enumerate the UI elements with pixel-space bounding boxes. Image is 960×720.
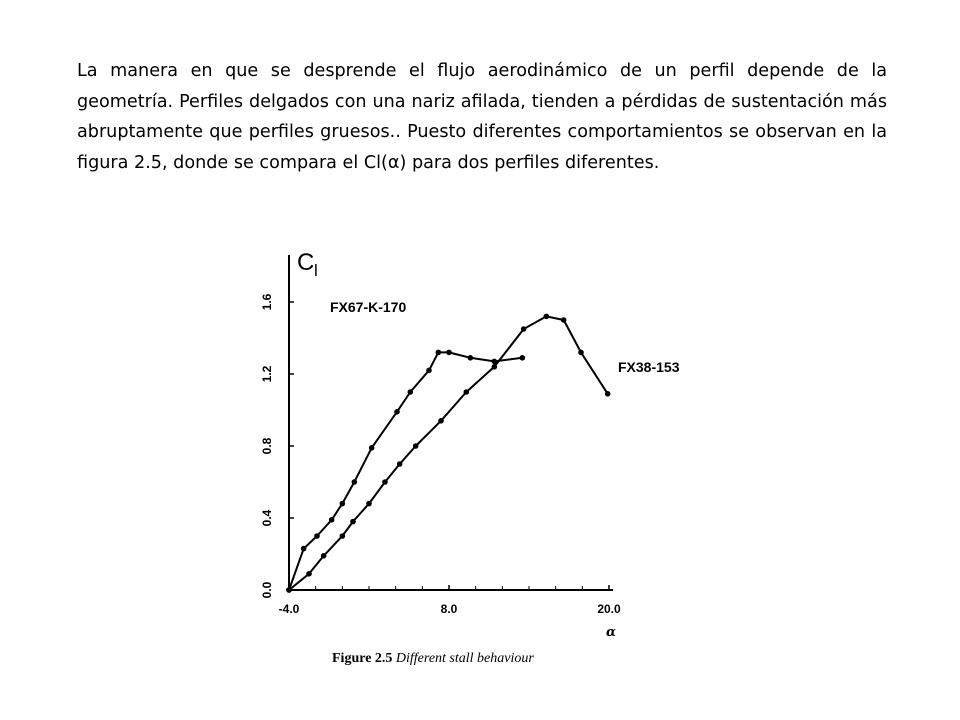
data-point-fx38-153 bbox=[521, 326, 527, 332]
chart-labels bbox=[297, 249, 680, 640]
data-point-fx38-153 bbox=[366, 501, 372, 507]
y-axis-title: C bbox=[297, 249, 315, 276]
data-point-fx38-153 bbox=[286, 587, 292, 593]
data-point-fx38-153 bbox=[438, 418, 444, 424]
figure-caption bbox=[332, 651, 534, 667]
y-tick-label: 0.4 bbox=[260, 509, 274, 527]
data-point-fx67-k-170 bbox=[352, 479, 358, 485]
data-point-fx67-k-170 bbox=[369, 445, 375, 451]
data-point-fx67-k-170 bbox=[426, 368, 432, 374]
data-point-fx38-153 bbox=[321, 553, 327, 559]
data-point-fx38-153 bbox=[382, 479, 388, 485]
series-line-fx38-153 bbox=[289, 316, 608, 590]
x-tick-label: 20.0 bbox=[597, 602, 621, 616]
data-point-fx67-k-170 bbox=[520, 355, 526, 361]
x-axis-title: α bbox=[606, 625, 617, 640]
data-point-fx67-k-170 bbox=[394, 409, 400, 415]
figure-number: Figure 2.5 bbox=[332, 651, 393, 666]
body-paragraph: La manera en que se desprende el flujo aerodinámico de un perfil depende de la geometría. Perfiles delgados con una nariz afilada, tienden a pérdidas de sustentación más abruptamente que perfiles gruesos.. Puesto diferentes comportamientos se observan en la figura 2.5, donde se compara el Cl(α) para dos perfiles diferentes. bbox=[77, 61, 887, 173]
data-point-fx67-k-170 bbox=[436, 350, 442, 356]
y-tick-label: 1.6 bbox=[260, 293, 274, 311]
x-tick-label: 8.0 bbox=[440, 602, 458, 616]
data-point-fx67-k-170 bbox=[340, 501, 346, 507]
data-point-fx38-153 bbox=[340, 533, 346, 539]
data-point-fx38-153 bbox=[397, 461, 403, 467]
data-point-fx38-153 bbox=[544, 314, 550, 320]
data-point-fx38-153 bbox=[561, 317, 567, 323]
data-point-fx67-k-170 bbox=[408, 389, 414, 395]
data-point-fx67-k-170 bbox=[446, 350, 452, 356]
data-point-fx38-153 bbox=[306, 571, 312, 577]
data-point-fx38-153 bbox=[464, 389, 470, 395]
data-point-fx67-k-170 bbox=[329, 517, 335, 523]
data-point-fx38-153 bbox=[578, 350, 584, 356]
data-point-fx38-153 bbox=[350, 519, 356, 525]
x-tick-label: -4.0 bbox=[278, 602, 300, 616]
y-tick-label: 1.2 bbox=[260, 365, 274, 383]
y-axis-title-subscript: l bbox=[314, 261, 318, 280]
data-point-fx67-k-170 bbox=[468, 355, 474, 361]
data-point-fx38-153 bbox=[492, 364, 498, 370]
series-label-fx67-k-170: FX67-K-170 bbox=[330, 299, 407, 315]
chart-series bbox=[286, 314, 610, 593]
figure-caption-text: Different stall behaviour bbox=[395, 651, 534, 666]
y-tick-label: 0.8 bbox=[260, 437, 274, 455]
data-point-fx38-153 bbox=[413, 443, 419, 449]
data-point-fx67-k-170 bbox=[301, 546, 307, 552]
data-point-fx38-153 bbox=[605, 391, 611, 397]
data-point-fx67-k-170 bbox=[314, 533, 320, 539]
y-tick-label: 0.0 bbox=[260, 581, 274, 599]
series-label-fx38-153: FX38-153 bbox=[618, 359, 680, 375]
